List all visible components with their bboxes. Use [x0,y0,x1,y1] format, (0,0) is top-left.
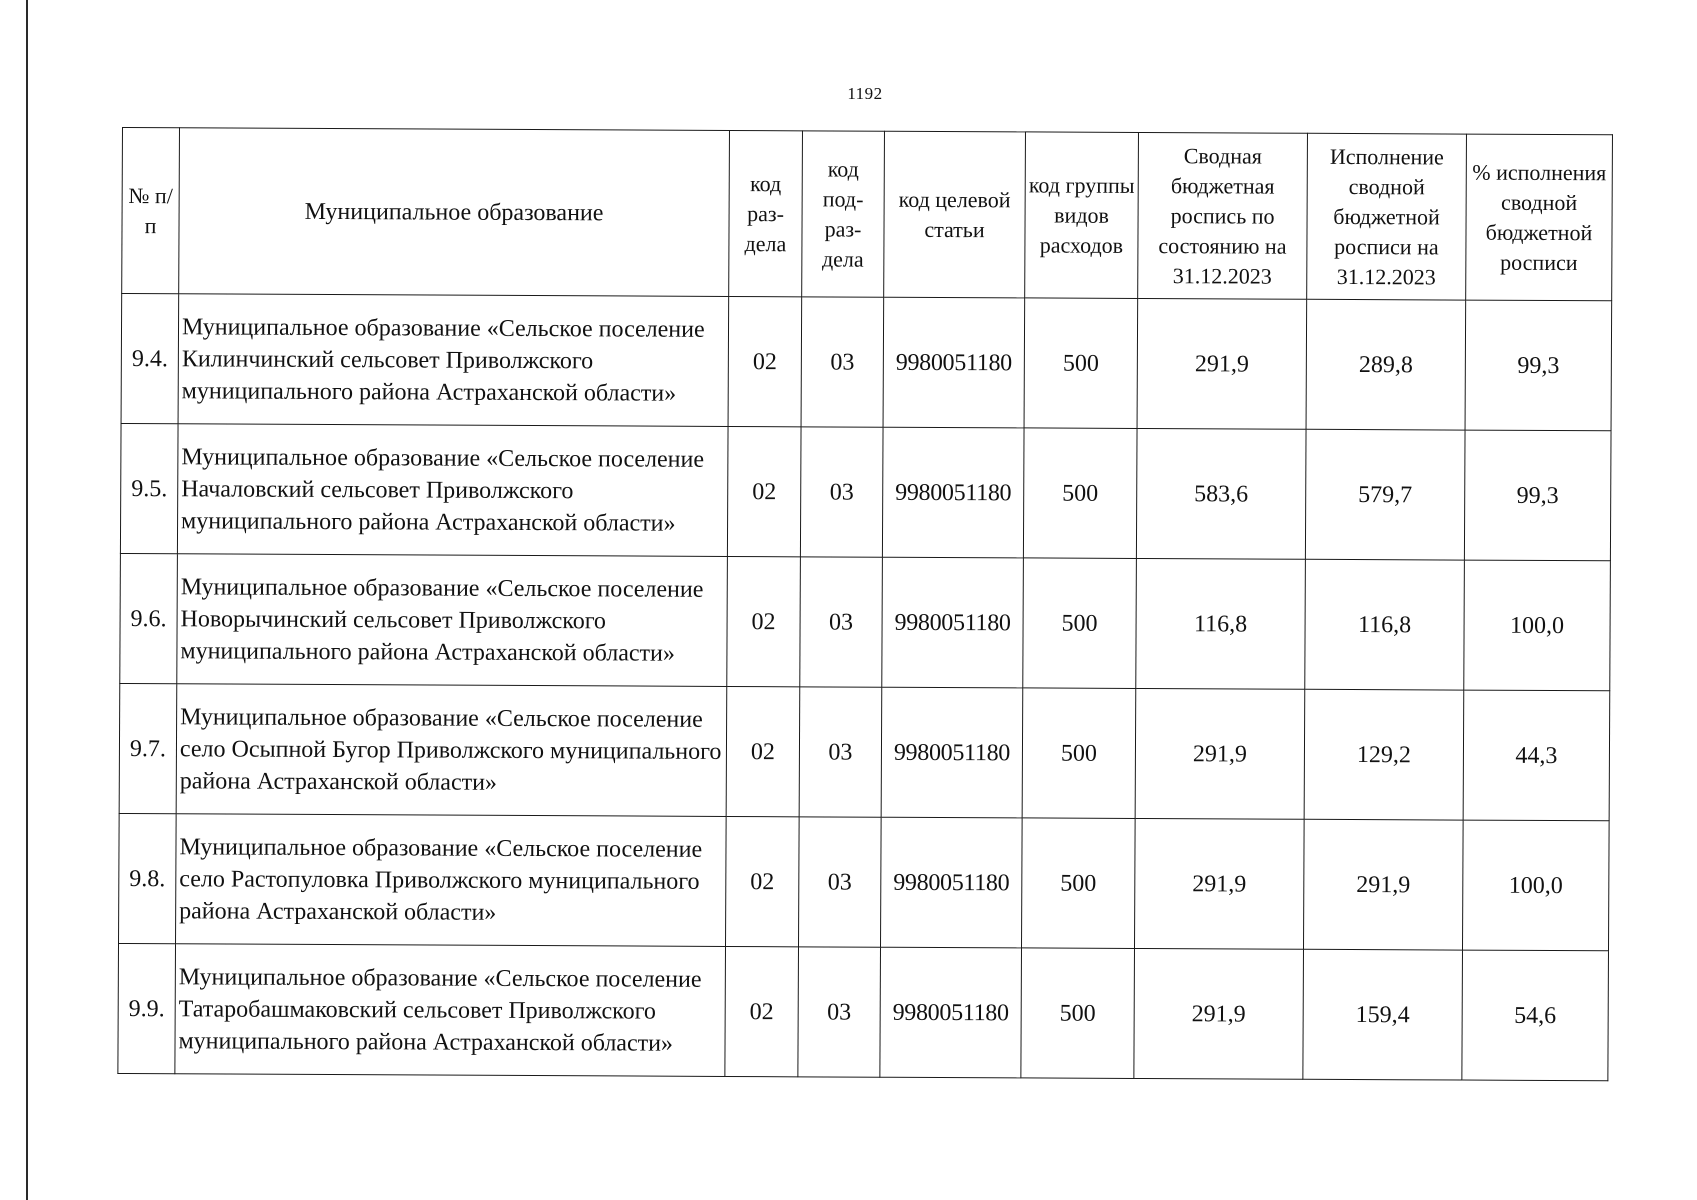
header-num: № п/п [122,128,180,294]
section-code: 02 [727,426,801,556]
municipality-name: Муниципальное образование «Сельское поселение село Растопуловка Приволжского муниципального района Астраханской области» [176,814,727,947]
header-section-code: код раз-дела [729,130,803,296]
row-number: 9.7. [119,683,177,813]
budget-schedule-value: 291,9 [1134,948,1304,1079]
target-article-code: 9980051180 [883,297,1025,428]
scan-edge-line [26,0,28,1200]
target-article-code: 9980051180 [881,687,1023,818]
budget-execution-value: 289,8 [1306,299,1466,430]
target-article-code: 9980051180 [882,557,1024,688]
section-code: 02 [726,686,800,816]
subsection-code: 03 [799,817,882,947]
municipality-name: Муниципальное образование «Сельское поселение Килинчинский сельсовет Приволжского муниципального района Астраханской области» [178,294,729,427]
budget-schedule-value: 116,8 [1136,558,1306,689]
expense-group-code: 500 [1021,948,1135,1079]
header-expense-group-code: код группы видов расходов [1025,132,1139,299]
header-execution-percent: % исполнения сводной бюджетной росписи [1466,134,1613,301]
header-subsection-code: код под-раз-дела [802,131,885,297]
row-number: 9.4. [121,294,179,424]
subsection-code: 03 [800,557,883,687]
municipality-name: Муниципальное образование «Сельское поселение Татаробашмаковский сельсовет Приволжского муниципального района Астраханской области» [175,944,726,1077]
table-row [119,683,1610,820]
budget-schedule-value: 583,6 [1136,428,1306,559]
subsection-code: 03 [799,687,882,817]
target-article-code: 9980051180 [881,817,1023,948]
table-row [119,813,1610,950]
budget-schedule-value: 291,9 [1137,298,1307,429]
table-row [120,553,1611,690]
row-number: 9.9. [118,943,176,1073]
budget-execution-value: 291,9 [1303,819,1463,950]
execution-percent-value: 100,0 [1464,560,1611,691]
subsection-code: 03 [801,297,884,427]
subsection-code: 03 [800,427,883,557]
municipality-name: Муниципальное образование «Сельское поселение Началовский сельсовет Приволжского муниципального района Астраханской области» [177,424,728,557]
budget-execution-table [117,127,1613,1081]
header-budget-schedule: Сводная бюджетная роспись по состоянию на 31.12.2023 [1138,132,1308,299]
section-code: 02 [726,816,800,946]
table-row [120,423,1611,560]
budget-execution-value: 129,2 [1304,689,1464,820]
section-code: 02 [728,296,802,426]
budget-execution-value: 116,8 [1305,559,1465,690]
budget-schedule-value: 291,9 [1134,818,1304,949]
municipality-name: Муниципальное образование «Сельское поселение село Осыпной Бугор Приволжского муниципального района Астраханской области» [176,684,727,817]
execution-percent-value: 54,6 [1462,950,1609,1081]
budget-execution-value: 579,7 [1305,429,1465,560]
execution-percent-value: 99,3 [1465,300,1612,431]
budget-execution-value: 159,4 [1303,949,1463,1080]
expense-group-code: 500 [1024,298,1138,429]
header-target-article-code: код целевой статьи [884,131,1026,298]
row-number: 9.6. [120,553,178,683]
section-code: 02 [727,556,801,686]
header-municipality: Муниципальное образование [179,128,730,297]
expense-group-code: 500 [1022,688,1136,819]
page-number: 1192 [847,84,883,103]
row-number: 9.5. [120,423,178,553]
execution-percent-value: 99,3 [1464,430,1611,561]
header-budget-execution: Исполнение сводной бюджетной росписи на 31.12.2023 [1307,133,1467,300]
section-code: 02 [725,946,799,1076]
execution-percent-value: 44,3 [1463,690,1610,821]
execution-percent-value: 100,0 [1462,820,1609,951]
target-article-code: 9980051180 [880,947,1022,1078]
municipality-name: Муниципальное образование «Сельское поселение Новорычинский сельсовет Приволжского муниципального района Астраханской области» [177,554,728,687]
expense-group-code: 500 [1023,428,1137,559]
row-number: 9.8. [119,813,177,943]
target-article-code: 9980051180 [882,427,1024,558]
table-row [121,294,1612,431]
budget-schedule-value: 291,9 [1135,688,1305,819]
subsection-code: 03 [798,947,881,1077]
expense-group-code: 500 [1021,818,1135,949]
table-row [118,943,1609,1080]
table-header-row [122,128,1613,301]
expense-group-code: 500 [1023,558,1137,689]
